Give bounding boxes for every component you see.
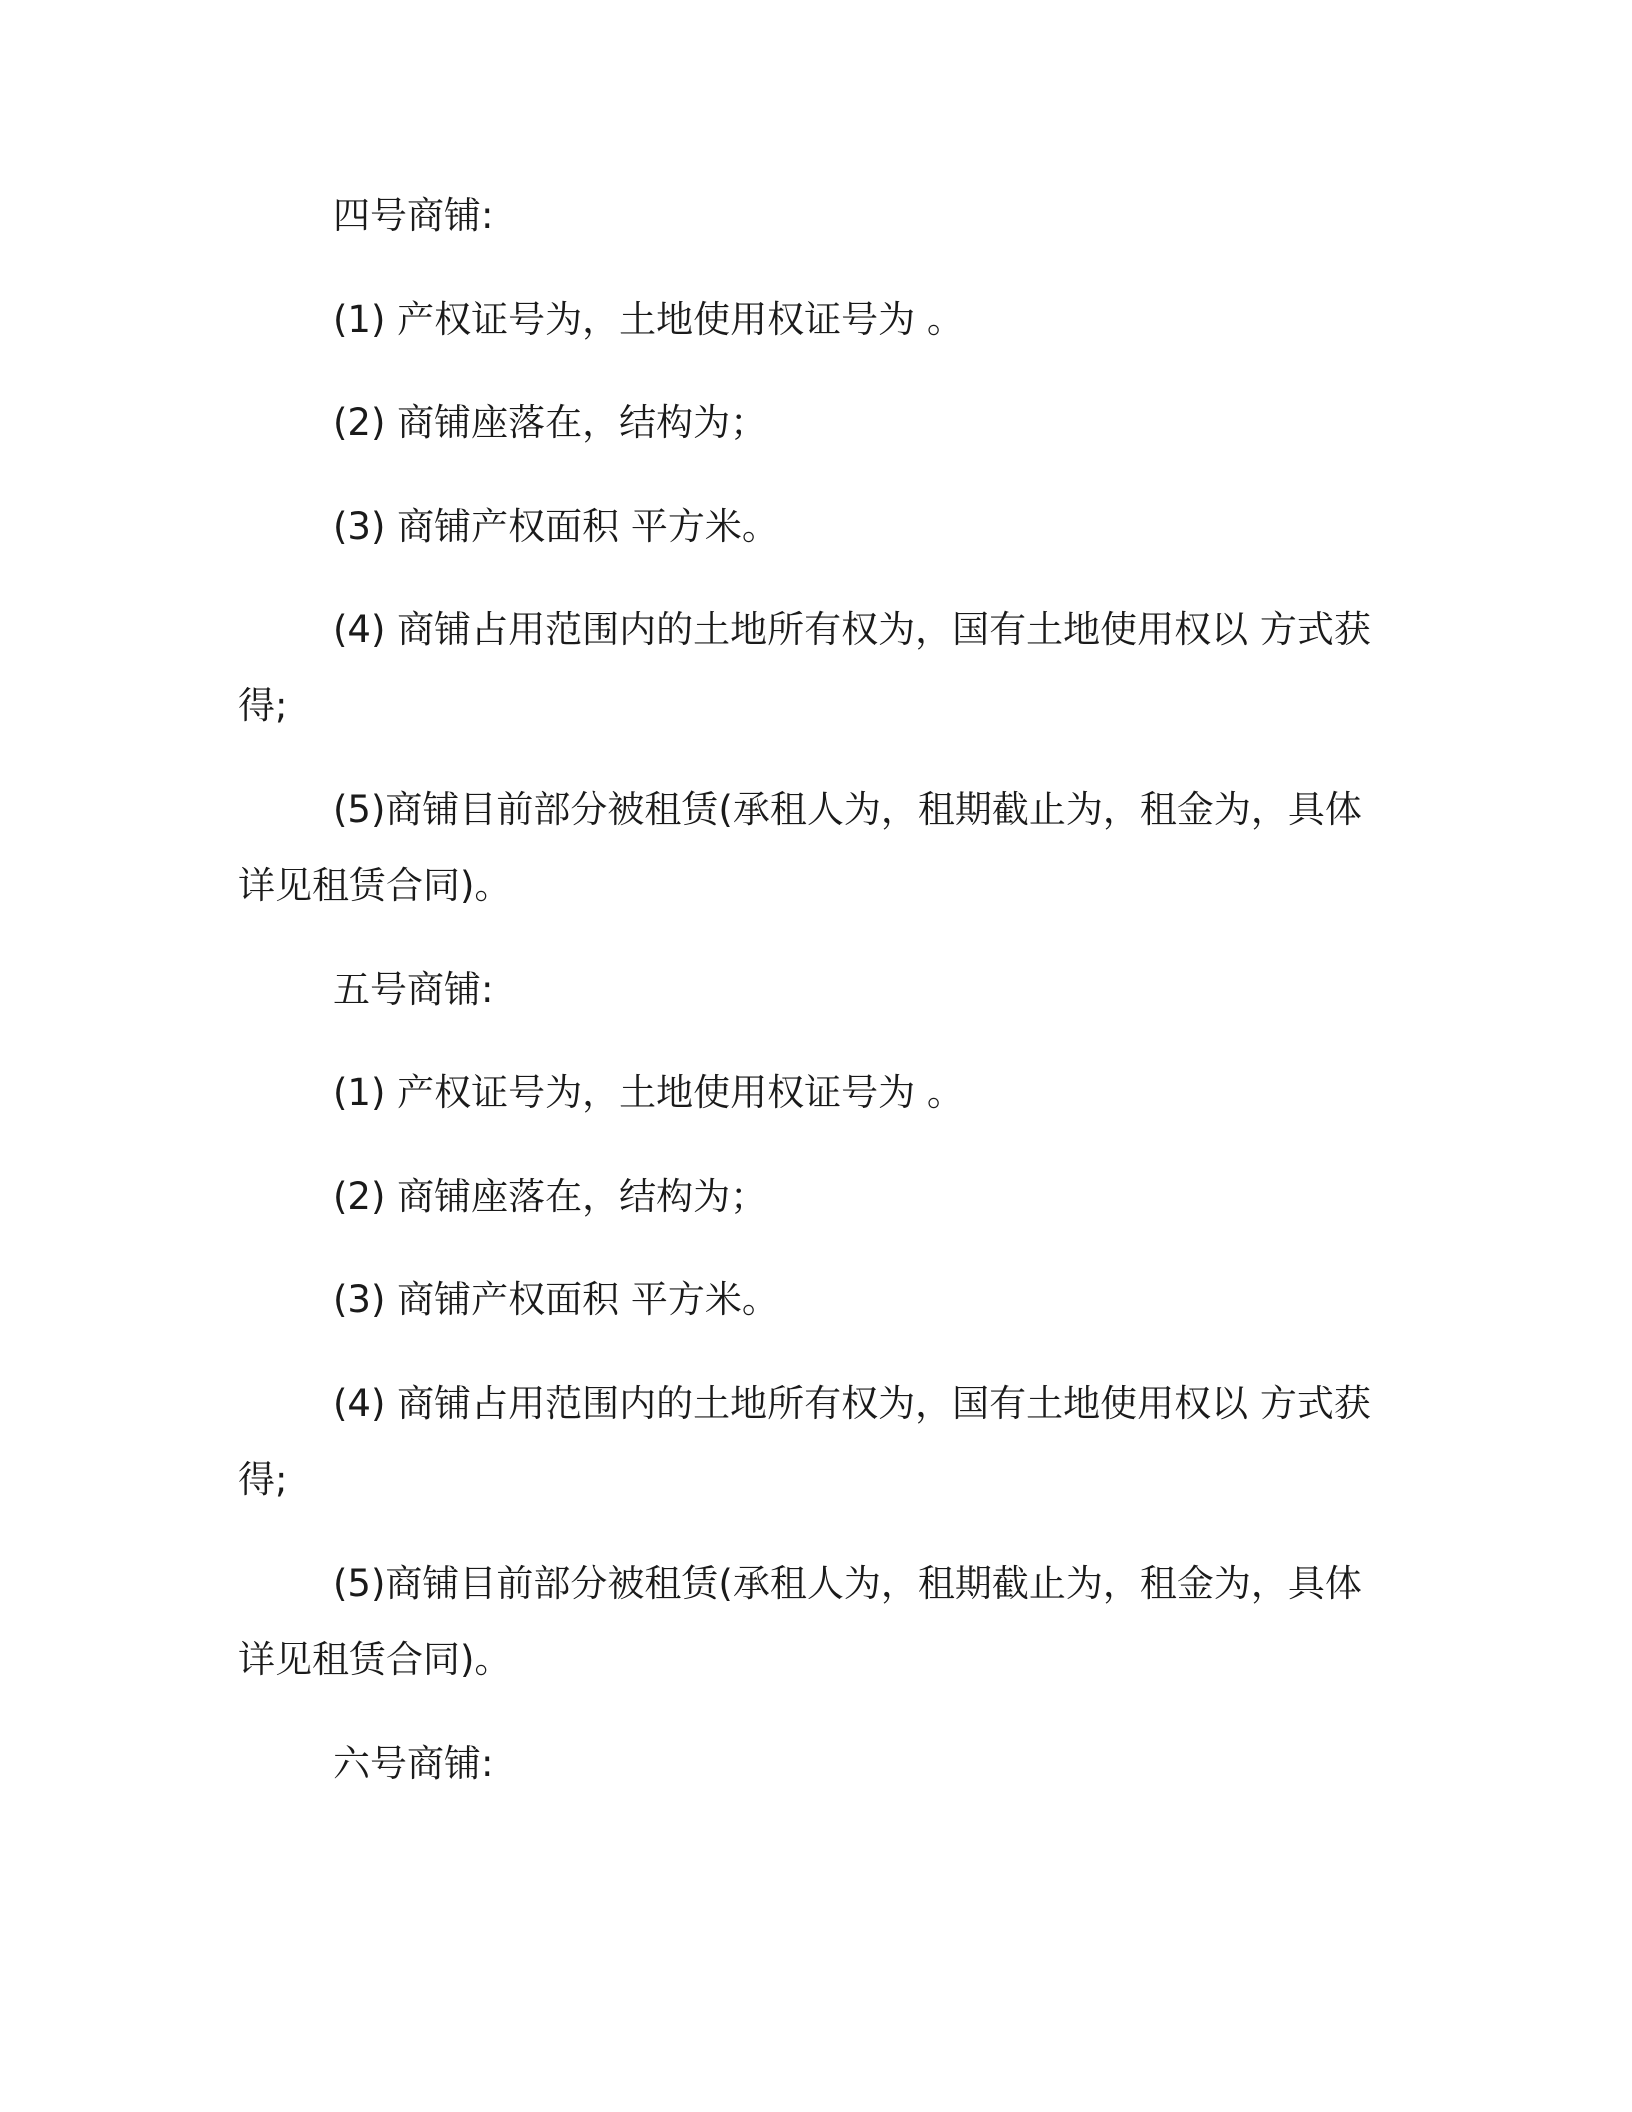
section-4-item-3: (3) 商铺产权面积 平方米。 bbox=[333, 505, 779, 548]
section-4-item-4: (4) 商铺占用范围内的土地所有权为，国有土地使用权以 方式获得; bbox=[238, 608, 1371, 727]
section-5-item-3: (3) 商铺产权面积 平方米。 bbox=[333, 1278, 779, 1321]
section-5-item-4: (4) 商铺占用范围内的土地所有权为，国有土地使用权以 方式获得; bbox=[238, 1382, 1371, 1501]
section-4-item-1: (1) 产权证号为，土地使用权证号为 。 bbox=[333, 298, 964, 341]
section-heading-5: 五号商铺: bbox=[333, 968, 494, 1011]
section-5-item-1: (1) 产权证号为，土地使用权证号为 。 bbox=[333, 1071, 964, 1114]
section-5-item-2: (2) 商铺座落在，结构为； bbox=[333, 1175, 768, 1218]
section-heading-6: 六号商铺: bbox=[333, 1742, 494, 1785]
section-5-item-5: (5)商铺目前部分被租赁(承租人为，租期截止为，租金为，具体详见租赁合同)。 bbox=[238, 1562, 1362, 1681]
section-heading-4: 四号商铺: bbox=[333, 194, 494, 237]
section-4-item-2: (2) 商铺座落在，结构为； bbox=[333, 401, 768, 444]
section-4-item-5: (5)商铺目前部分被租赁(承租人为，租期截止为，租金为，具体详见租赁合同)。 bbox=[238, 788, 1362, 907]
